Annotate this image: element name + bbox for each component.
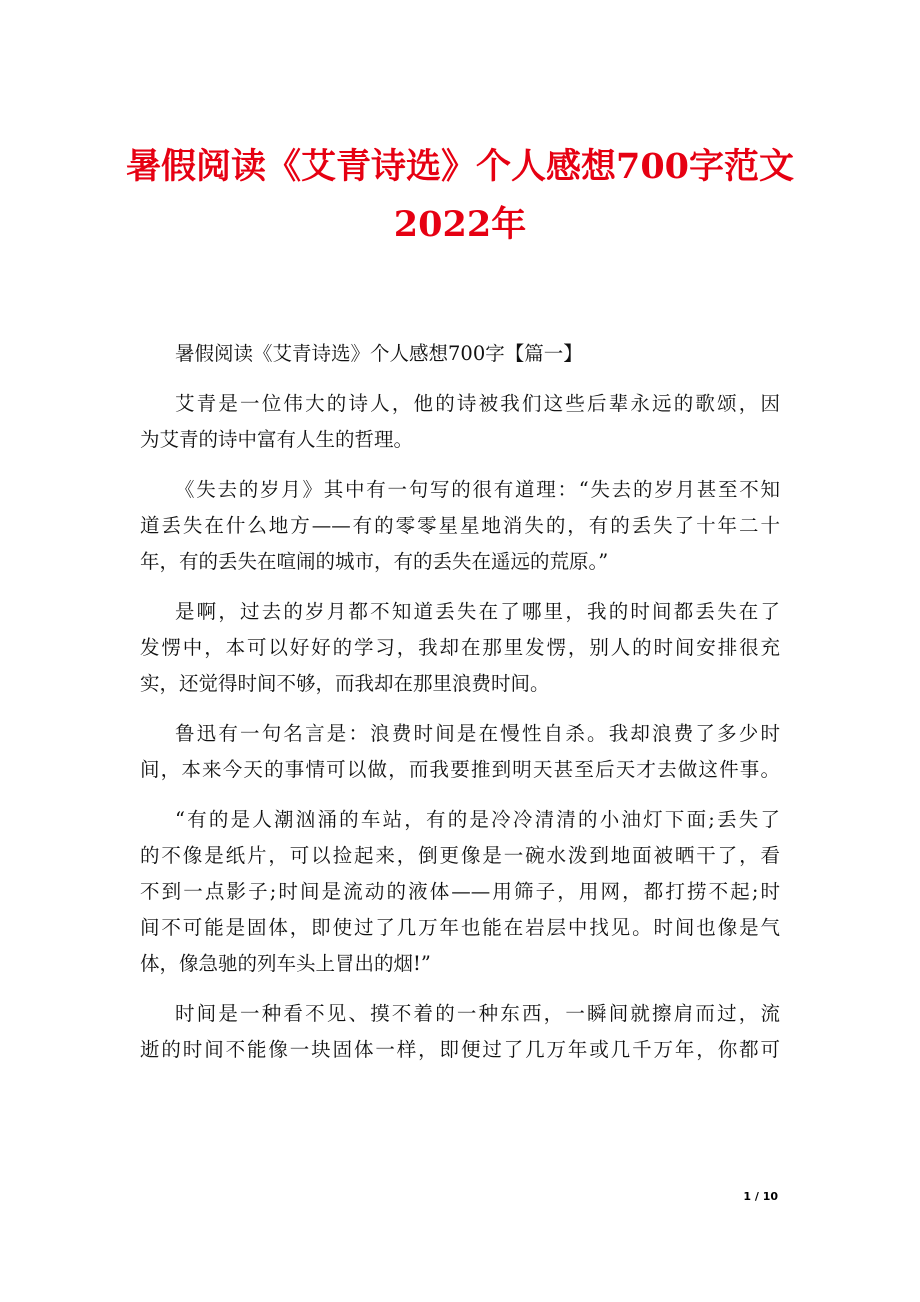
title-line: 暑假阅读《艾青诗选》个人感想700字范文 [125,146,795,187]
text-line: 的不像是纸片，可以捡起来，倒更像是一碗水泼到地面被晒干了，看 [140,844,780,867]
text-line: 间不可能是固体，即使过了几万年也能在岩层中找见。时间也像是气 [140,916,780,939]
text-line: 时间是一种看不见、摸不着的一种东西，一瞬间就擦肩而过，流 [175,1002,780,1025]
text-line: “有的是人潮汹涌的车站，有的是冷冷清清的小油灯下面;丢失了 [175,808,780,831]
title-line: 2022年 [393,204,527,245]
text-line: 发愣中，本可以好好的学习，我却在那里发愣，别人的时间安排很充 [140,636,780,659]
text-line: 实，还觉得时间不够，而我却在那里浪费时间。 [140,672,550,695]
text-line: 不到一点影子;时间是流动的液体——用筛子，用网，都打捞不起;时 [140,880,780,903]
document-title [120,138,800,254]
text-line: 鲁迅有一句名言是：浪费时间是在慢性自杀。我却浪费了多少时 [175,722,780,745]
paragraph [140,716,780,788]
text-line: 为艾青的诗中富有人生的哲理。 [140,428,414,451]
text-line: 间，本来今天的事情可以做，而我要推到明天甚至后天才去做这件事。 [140,758,780,781]
heading-paragraph [140,336,780,372]
paragraph [140,802,780,982]
text-line: 是啊，过去的岁月都不知道丢失在了哪里，我的时间都丢失在了 [175,600,780,623]
paragraph [140,472,780,580]
page-indicator: 1 / 10 [743,1190,778,1203]
text-line: 逝的时间不能像一块固体一样，即便过了几万年或几千万年，你都可 [140,1038,780,1061]
paragraph [140,996,780,1068]
text-line: 暑假阅读《艾青诗选》个人感想700字【篇一】 [175,342,583,365]
text-line: 艾青是一位伟大的诗人，他的诗被我们这些后辈永远的歌颂，因 [175,392,780,415]
text-line: 年，有的丢失在喧闹的城市，有的丢失在遥远的荒原。” [140,550,609,573]
text-line: 体，像急驰的列车头上冒出的烟!” [140,952,431,975]
paragraph [140,386,780,458]
text-line: 《失去的岁月》其中有一句写的很有道理：“失去的岁月甚至不知 [175,478,780,501]
text-line: 道丢失在什么地方——有的零零星星地消失的，有的丢失了十年二十 [140,514,780,537]
paragraph [140,594,780,702]
document-body [140,336,780,1082]
